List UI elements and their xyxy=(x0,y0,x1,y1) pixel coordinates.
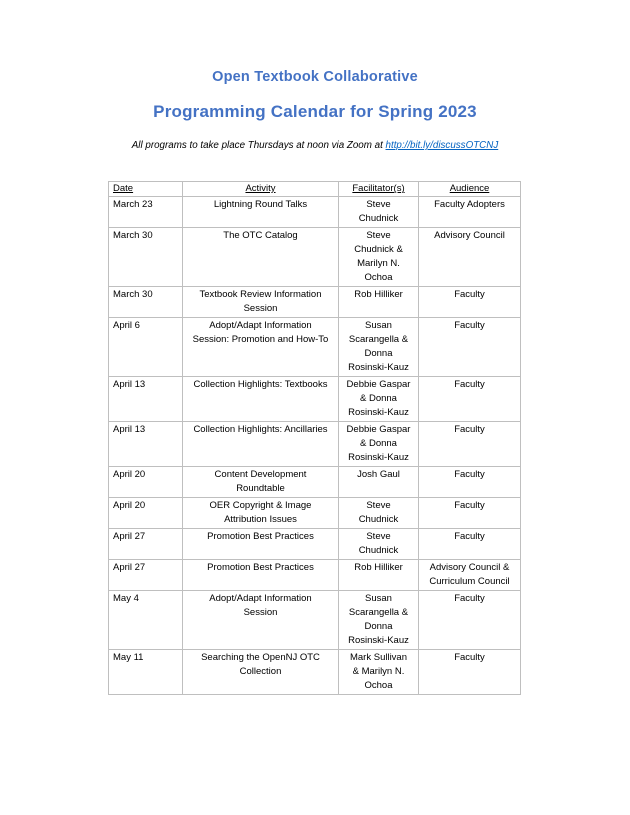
cell-audience: Faculty xyxy=(419,318,521,377)
cell-facilitators: Steve Chudnick & Marilyn N. Ochoa xyxy=(339,228,419,287)
table-row xyxy=(109,467,521,498)
cell-audience: Faculty xyxy=(419,498,521,529)
cell-date: May 11 xyxy=(109,650,183,695)
cell-facilitators: Steve Chudnick xyxy=(339,498,419,529)
cell-activity: Collection Highlights: Ancillaries xyxy=(183,422,339,467)
column-header-facilitators: Facilitator(s) xyxy=(339,182,419,197)
table-row xyxy=(109,377,521,422)
column-header-activity: Activity xyxy=(183,182,339,197)
cell-facilitators: Debbie Gaspar & Donna Rosinski-Kauz xyxy=(339,422,419,467)
programming-calendar-table xyxy=(108,181,521,695)
cell-audience: Faculty xyxy=(419,650,521,695)
cell-audience: Faculty xyxy=(419,529,521,560)
cell-facilitators: Josh Gaul xyxy=(339,467,419,498)
cell-facilitators: Susan Scarangella & Donna Rosinski-Kauz xyxy=(339,591,419,650)
cell-facilitators: Steve Chudnick xyxy=(339,197,419,228)
cell-activity: The OTC Catalog xyxy=(183,228,339,287)
table-row xyxy=(109,287,521,318)
table-row xyxy=(109,591,521,650)
table-header-row xyxy=(109,182,521,197)
document-title: Open Textbook Collaborative xyxy=(212,69,418,85)
cell-audience: Faculty xyxy=(419,287,521,318)
cell-facilitators: Susan Scarangella & Donna Rosinski-Kauz xyxy=(339,318,419,377)
cell-activity: Adopt/Adapt Information Session xyxy=(183,591,339,650)
cell-facilitators: Rob Hilliker xyxy=(339,287,419,318)
cell-activity: Promotion Best Practices xyxy=(183,529,339,560)
cell-activity: Promotion Best Practices xyxy=(183,560,339,591)
cell-audience: Advisory Council xyxy=(419,228,521,287)
cell-date: May 4 xyxy=(109,591,183,650)
cell-activity: Lightning Round Talks xyxy=(183,197,339,228)
cell-date: March 30 xyxy=(109,287,183,318)
cell-activity: Adopt/Adapt Information Session: Promotion and How-To xyxy=(183,318,339,377)
cell-facilitators: Mark Sullivan & Marilyn N. Ochoa xyxy=(339,650,419,695)
cell-date: March 23 xyxy=(109,197,183,228)
table-row xyxy=(109,197,521,228)
table-row xyxy=(109,228,521,287)
table-row xyxy=(109,498,521,529)
cell-audience: Faculty xyxy=(419,591,521,650)
cell-audience: Faculty xyxy=(419,467,521,498)
cell-date: April 13 xyxy=(109,377,183,422)
table-row xyxy=(109,529,521,560)
table-row xyxy=(109,318,521,377)
cell-activity: Collection Highlights: Textbooks xyxy=(183,377,339,422)
cell-date: April 13 xyxy=(109,422,183,467)
cell-facilitators: Debbie Gaspar & Donna Rosinski-Kauz xyxy=(339,377,419,422)
cell-date: April 20 xyxy=(109,498,183,529)
cell-activity: OER Copyright & Image Attribution Issues xyxy=(183,498,339,529)
zoom-meeting-link[interactable]: http://bit.ly/discussOTCNJ xyxy=(385,140,499,151)
cell-date: April 6 xyxy=(109,318,183,377)
table-row xyxy=(109,560,521,591)
column-header-audience: Audience xyxy=(419,182,521,197)
cell-audience: Faculty xyxy=(419,422,521,467)
cell-facilitators: Rob Hilliker xyxy=(339,560,419,591)
cell-activity: Content Development Roundtable xyxy=(183,467,339,498)
table-body xyxy=(109,197,521,695)
cell-audience: Faculty Adopters xyxy=(419,197,521,228)
cell-audience: Faculty xyxy=(419,377,521,422)
table-row xyxy=(109,650,521,695)
schedule-note xyxy=(0,139,630,152)
cell-date: April 27 xyxy=(109,560,183,591)
cell-date: March 30 xyxy=(109,228,183,287)
cell-date: April 27 xyxy=(109,529,183,560)
table-row xyxy=(109,422,521,467)
document-subtitle: Programming Calendar for Spring 2023 xyxy=(153,102,477,121)
schedule-note-text: All programs to take place Thursdays at noon via Zoom at xyxy=(131,140,386,151)
cell-activity: Textbook Review Information Session xyxy=(183,287,339,318)
cell-audience: Advisory Council & Curriculum Council xyxy=(419,560,521,591)
cell-facilitators: Steve Chudnick xyxy=(339,529,419,560)
cell-activity: Searching the OpenNJ OTC Collection xyxy=(183,650,339,695)
cell-date: April 20 xyxy=(109,467,183,498)
column-header-date: Date xyxy=(109,182,183,197)
